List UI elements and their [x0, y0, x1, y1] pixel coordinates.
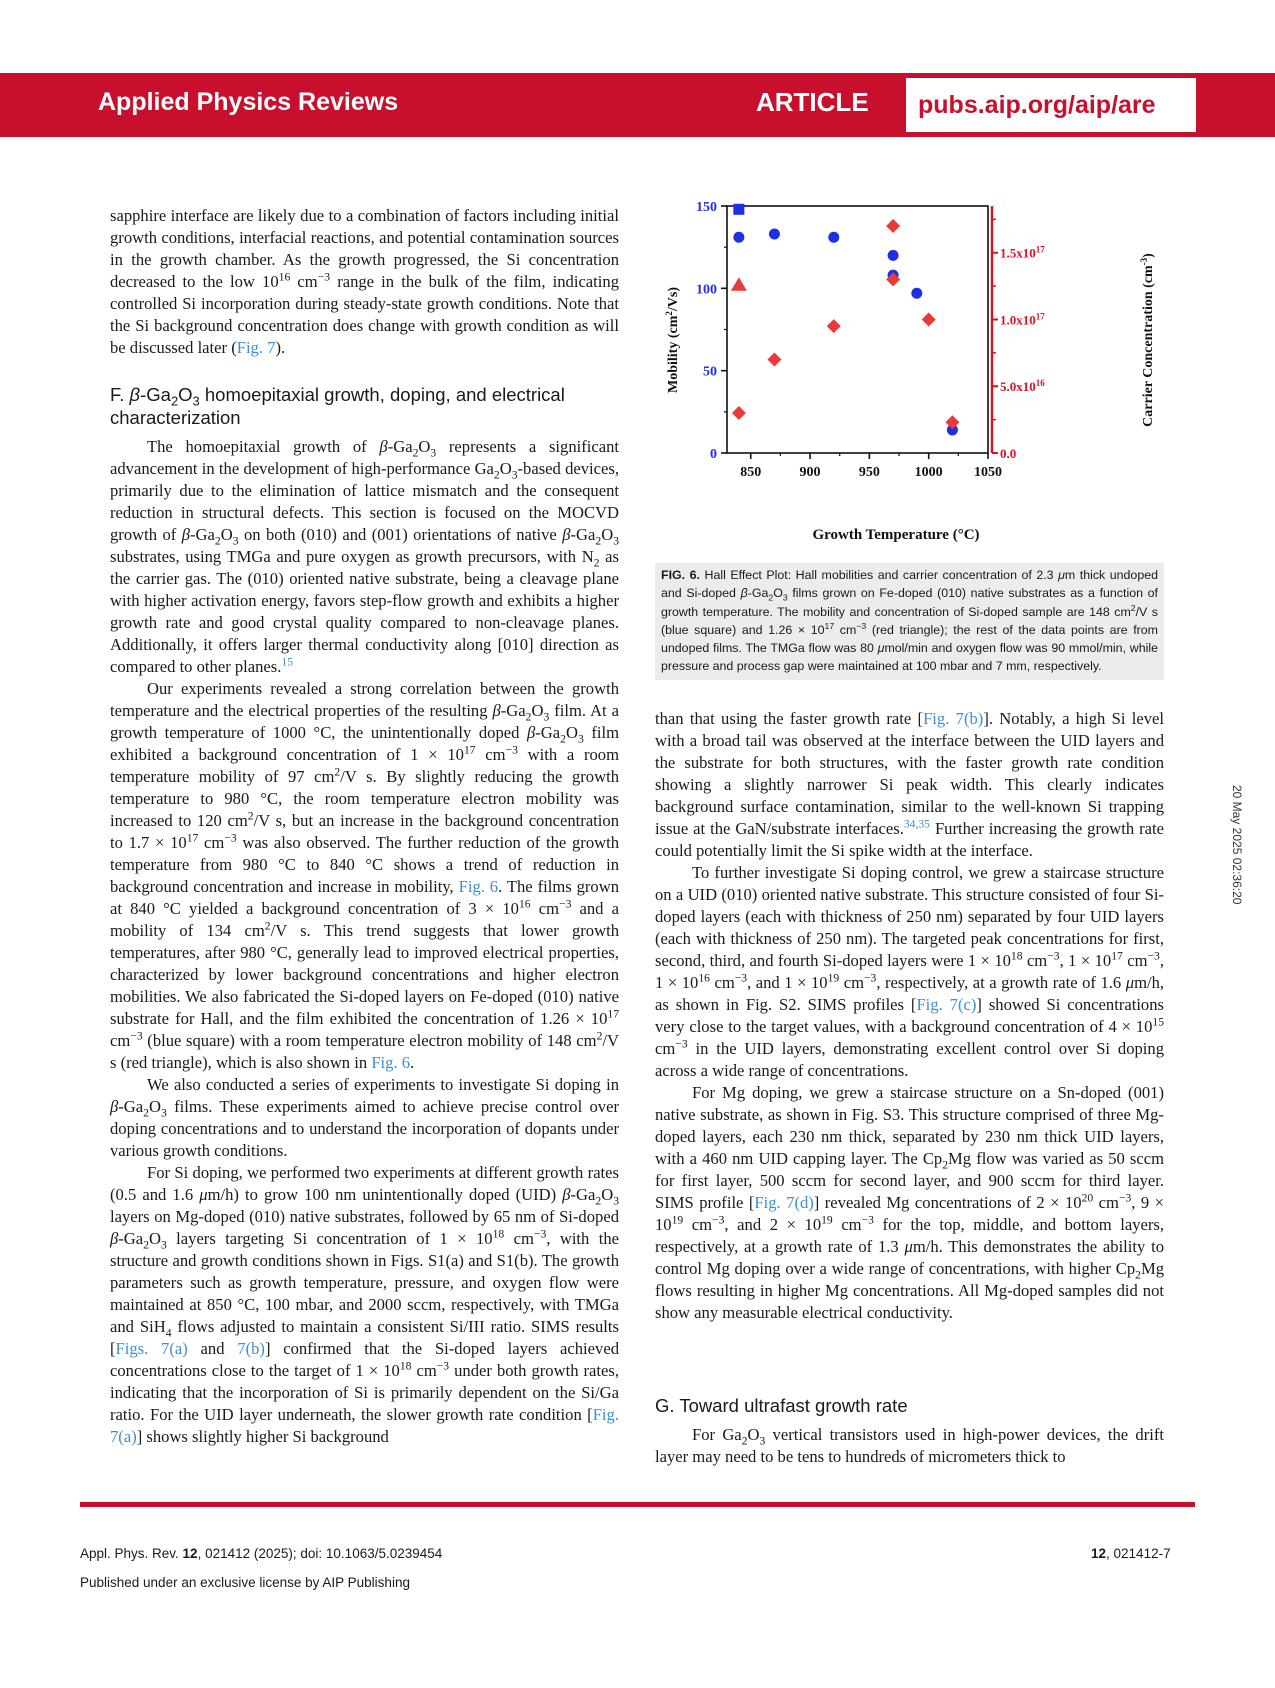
y2-tick-label: $1.5x10^{17}$	[1000, 244, 1045, 261]
x-axis-label: Growth Temperature (°C)	[812, 527, 980, 543]
paragraph: than that using the faster growth rate [Fig. 7(b)]. Notably, a high Si level with a broad tail was observed at the interface between the UID layers and the substrate for both structures, with the faster growth rate condition showing a slightly narrower Si peak width. This clearly indicates background surface contamination, similar to the well-known Si trapping issue at the GaN/substrate interfaces.$^{34,35}$ Further increasing the growth rate could potentially limit the Si spike width at the interface.	[655, 709, 1164, 860]
si-doped-concentration-point	[731, 277, 747, 291]
y2-tick-label: 0.0	[1000, 446, 1017, 461]
y-tick-label: 0	[710, 447, 717, 462]
paragraph: We also conducted a series of experiments to investigate Si doping in $\beta-Ga_2O_3$ films. These experiments aimed to achieve precise control over doping concentrations and to understand the incorporation of dopants under various growth conditions.	[110, 1075, 619, 1160]
fig-7-link[interactable]: Fig. 7	[236, 338, 276, 357]
page-number: 12, 021412-7	[1091, 1546, 1171, 1561]
paragraph: For $Ga_2O_3$ vertical transistors used in high-power devices, the drift layer may need to be tens to hundreds of micrometers thick to	[655, 1425, 1164, 1466]
concentration-point	[945, 415, 959, 429]
x-tick-label: 1050	[974, 465, 1002, 480]
y-axis-label: Mobility $(cm^2/Vs)$	[664, 287, 681, 393]
body-text-left-top	[110, 205, 619, 359]
figure-label: FIG. 6.	[661, 568, 700, 582]
journal-url-link[interactable]: pubs.aip.org/aip/are	[918, 91, 1156, 119]
si-doped-mobility-point	[733, 204, 744, 215]
hall-effect-chart	[655, 200, 1165, 555]
paragraph: The homoepitaxial growth of $\beta-Ga_2O_3$ represents a significant advancement in the development of high-performance $Ga_2O_3$-based devices, primarily due to the elimination of lattice mismatch and the consequent reduction in structural defects. This section is focused on the MOCVD growth of $\beta-Ga_2O_3$ on both (010) and (001) orientations of native $\beta-Ga_2O_3$ substrates, using TMGa and pure oxygen as growth precursors, with $N_2$ as the carrier gas. The (010) oriented native substrate, being a cleavage plane with higher activation energy, favors step-flow growth and exhibits a higher growth rate and good crystal quality compared to non-cleavage planes. Additionally, it offers larger thermal conductivity along [010] direction as compared to other planes.$^{15}$	[110, 437, 619, 676]
mobility-axis	[696, 200, 727, 462]
concentration-point	[732, 406, 746, 420]
section-heading-f: F. $\beta-Ga_2O_3$ homoepitaxial growth, doping, and electrical characterization	[110, 384, 565, 428]
paragraph: sapphire interface are likely due to a combination of factors including initial growth conditions, interfacial reactions, and potential contamination sources in the growth chamber. As the growth progressed, the Si concentration decreased to the low $10^{16}$ $cm^{-3}$ range in the bulk of the film, indicating controlled Si incorporation during steady-state growth conditions. Note that the Si background concentration does change with growth condition as will be discussed later (Fig. 7).	[110, 206, 619, 357]
concentration-point	[922, 312, 936, 326]
body-text-right	[655, 708, 1164, 1324]
mobility-point	[733, 232, 744, 243]
concentration-axis	[992, 206, 1045, 461]
mobility-point	[828, 232, 839, 243]
mobility-point	[888, 250, 899, 261]
y-tick-label: 100	[696, 282, 717, 298]
download-timestamp: 20 May 2025 02:36:20	[1230, 785, 1244, 905]
body-text-right-bottom	[655, 1424, 1164, 1468]
data-points	[731, 204, 960, 436]
x-tick-label: 850	[740, 465, 762, 480]
y-tick-label: 150	[696, 200, 717, 215]
x-tick-label: 1000	[914, 465, 943, 480]
paragraph: For Mg doping, we grew a staircase structure on a Sn-doped (001) native substrate, as shown in Fig. S3. This structure comprised of three Mg-doped layers, each 230 nm thick, separated by 230 nm thick UID layers, with a 460 nm UID capping layer. The $Cp_2Mg$ flow was varied as 50 sccm for first layer, 500 sccm for second layer, and 900 sccm for third layer. SIMS profile [Fig. 7(d)] revealed Mg concentrations of $2 \times 10^{20}$ $cm^{-3}$, $9 \times 10^{19}$ $cm^{-3}$, and $2 \times 10^{19}$ $cm^{-3}$ for the top, middle, and bottom layers, respectively, at a growth rate of 1.3 μm/h. This demonstrates the ability to control Mg doping over a wide range of concentrations, with higher $Cp_2Mg$ flows resulting in higher Mg concentrations. All Mg-doped samples did not show any measurable electrical conductivity.	[655, 1083, 1165, 1322]
citation-line: Appl. Phys. Rev. 12, 021412 (2025); doi: 10.1063/5.0239454	[80, 1546, 443, 1561]
mobility-point	[769, 228, 780, 239]
section-heading-g: G. Toward ultrafast growth rate	[655, 1395, 908, 1416]
figure-caption-text: Hall Effect Plot: Hall mobilities and carrier concentration of 2.3 μm thick undoped and Si-doped $\beta-Ga_2O_3$ films grown on Fe-doped (010) native substrates as a function of growth temperature. The mobility and concentration of Si-doped sample are 148 $cm^2/V$ s (blue square) and $1.26 \times 10^{17}$ $cm^{-3}$ (red triangle); the rest of the data points are from undoped films. The TMGa flow was 80 μmol/min and oxygen flow was 90 mmol/min, while pressure and process gap were maintained at 100 mbar and 7 mm, respectively.	[661, 568, 1159, 674]
paragraph: To further investigate Si doping control, we grew a staircase structure on a UID (010) oriented native substrate. This structure consisted of four Si-doped layers (each with thickness of 250 nm) separated by four UID layers (each with thickness of 250 nm). The targeted peak concentrations for first, second, third, and fourth Si-doped layers were $1 \times 10^{18}$ $cm^{-3}$, $1 \times 10^{17}$ $cm^{-3}$, $1 \times 10^{16}$ $cm^{-3}$, and $1 \times 10^{19}$ $cm^{-3}$, respectively, at a growth rate of 1.6 μm/h, as shown in Fig. S2. SIMS profiles [Fig. 7(c)] showed Si concentrations very close to the target values, with a background concentration of $4 \times 10^{15}$ $cm^{-3}$ in the UID layers, demonstrating excellent control over Si doping across a wide range of concentrations.	[655, 863, 1165, 1080]
y-tick-label: 50	[703, 364, 717, 380]
article-type-label: ARTICLE	[756, 87, 869, 117]
journal-url-box[interactable]	[904, 76, 1198, 134]
x-tick-label: 900	[799, 465, 821, 480]
concentration-point	[827, 319, 841, 333]
plot-box	[727, 206, 988, 453]
x-tick-label: 950	[858, 465, 880, 480]
plot-frame	[727, 206, 988, 453]
y2-tick-label: $5.0x10^{16}$	[1000, 378, 1045, 395]
y2-tick-label: $1.0x10^{17}$	[1000, 311, 1045, 328]
temperature-axis	[740, 453, 1002, 480]
journal-title: Applied Physics Reviews	[98, 88, 399, 116]
paragraph: Our experiments revealed a strong correlation between the growth temperature and the electrical properties of the resulting $\beta-Ga_2O_3$ film. At a growth temperature of 1000 °C, the unintentionally doped $\beta-Ga_2O_3$ film exhibited a background concentration of $1 \times 10^{17}$ $cm^{-3}$ with a room temperature mobility of 97 $cm^2/V$ s. By slightly reducing the growth temperature to 980 °C, the room temperature electron mobility was increased to 120 $cm^2/V$ s, but an increase in the background concentration to $1.7 \times 10^{17}$ $cm^{-3}$ was also observed. The further reduction of the growth temperature from 980 °C to 840 °C shows a trend of reduction in background concentration and increase in mobility, Fig. 6. The films grown at 840 °C yielded a background concentration of $3 \times 10^{16}$ $cm^{-3}$ and a mobility of 134 $cm^2/V$ s. This trend suggests that lower growth temperatures, after 980 °C, generally lead to improved electrical properties, characterized by lower background concentrations and higher electron mobilities. We also fabricated the Si-doped layers on Fe-doped (010) native substrate for Hall, and the film exhibited the concentration of $1.26 \times 10^{17}$ $cm^{-3}$ (blue square) with a room temperature electron mobility of 148 $cm^2/V$ s (red triangle), which is also shown in Fig. 6.	[110, 679, 620, 1072]
figure-caption	[655, 563, 1164, 680]
body-text-left	[110, 436, 619, 1448]
y2-axis-label: Carrier Concentration $(cm^{-3})$	[1139, 253, 1156, 427]
concentration-point	[886, 219, 900, 233]
concentration-point	[767, 353, 781, 367]
paragraph: For Si doping, we performed two experiments at different growth rates (0.5 and 1.6 μm/h) to grow 100 nm unintentionally doped (UID) $\beta-Ga_2O_3$ layers on Mg-doped (010) native substrates, followed by 65 nm of Si-doped $\beta-Ga_2O_3$ layers targeting Si concentration of $1 \times 10^{18}$ $cm^{-3}$, with the structure and growth conditions shown in Figs. S1(a) and S1(b). The growth parameters such as growth temperature, pressure, and oxygen flow were maintained at 850 °C, 100 mbar, and 2000 sccm, respectively, with TMGa and SiH$_4$ flows adjusted to maintain a consistent Si/III ratio. SIMS results [Figs. 7(a) and 7(b)] confirmed that the Si-doped layers achieved concentrations close to the target of $1 \times 10^{18}$ $cm^{-3}$ under both growth rates, indicating that the incorporation of Si is primarily dependent on the Si/Ga ratio. For the UID layer underneath, the slower growth rate condition [Fig. 7(a)] shows slightly higher Si background	[110, 1163, 620, 1446]
license-line: Published under an exclusive license by AIP Publishing	[80, 1575, 410, 1590]
footer-rule	[80, 1502, 1195, 1507]
mobility-point	[911, 288, 922, 299]
